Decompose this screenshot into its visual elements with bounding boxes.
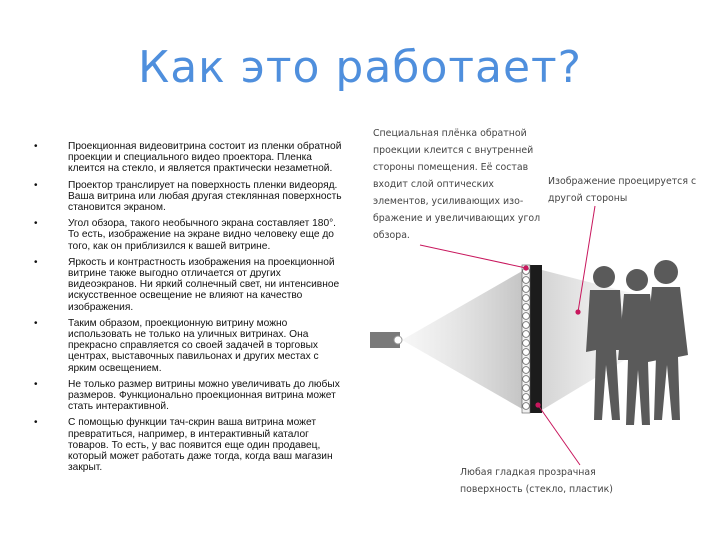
bullet-item	[30, 218, 348, 252]
bullet-item	[30, 180, 348, 214]
bullet-item	[30, 379, 348, 413]
bullet-item	[30, 417, 348, 473]
bullet-text: Не только размер витрины можно увеличивать до любых размеров. Функционально проекционная витрина может стать интерактивной.	[68, 378, 340, 413]
projection-beam	[402, 270, 524, 410]
screen-glass	[522, 265, 542, 413]
bullet-text: Таким образом, проекционную витрину можно использовать не только на уличных витринах. Она прекрасно справляется со своей задачей в торговых центрах, выставочных павильонах и других местах с ярким освещением.	[68, 317, 319, 374]
people-silhouette-icon	[586, 260, 688, 425]
bullet-dot-icon: •	[34, 256, 38, 268]
bullet-dot-icon: •	[34, 378, 38, 390]
bullet-text: Проекционная видеовитрина состоит из пленки обратной проекции и специального видео проектора. Пленка клеится на стекло, и является практически незаметной.	[68, 141, 342, 175]
bullet-item	[30, 257, 348, 313]
bullet-dot-icon: •	[34, 218, 38, 230]
bullet-dot-icon: •	[34, 179, 38, 191]
bullet-dot-icon: •	[34, 317, 38, 329]
bullet-text: Проектор транслирует на поверхность пленки видеоряд. Ваша витрина или любая другая стеклянная поверхность становится экраном.	[68, 179, 342, 214]
bullet-dot-icon: •	[34, 141, 38, 152]
bullet-dot-icon: •	[34, 417, 38, 429]
annotation-film: Специальная плёнка обратной проекции клеится с внутренней стороны помещения. Её состав входит слой оптических элементов, усиливающих изо-бражение и увеличивающих угол обзора.	[373, 128, 541, 241]
bullet-text: Угол обзора, такого необычного экрана составляет 180°. То есть, изображение на экране видно человеку еще до того, как он приблизился к вашей витрине.	[68, 218, 337, 252]
projector-icon	[370, 332, 402, 348]
bullet-item	[30, 141, 348, 175]
bullet-text: С помощью функции тач-скрин ваша витрина может превратиться, например, в интерактивный каталог товаров. То есть, у вас появится еще один продавец, который может работать даже тогда, когда ваш магазин закрыт.	[68, 417, 333, 474]
bullet-list	[30, 141, 348, 478]
bullet-text: Яркость и контрастность изображения на проекционной витрине также выгодно отличается от других видеоэкранов. Ни яркий солнечный свет, ни интенсивное искусственное освещение не влияют на качество изображения.	[68, 256, 340, 313]
annotation-projection-side: Изображение проецируется с другой стороны	[548, 176, 697, 204]
projection-diagram	[358, 120, 708, 520]
bullet-item	[30, 318, 348, 374]
slide-title: Как это работает?	[137, 42, 583, 93]
annotation-surface: Любая гладкая прозрачная поверхность (стекло, пластик)	[460, 467, 613, 495]
